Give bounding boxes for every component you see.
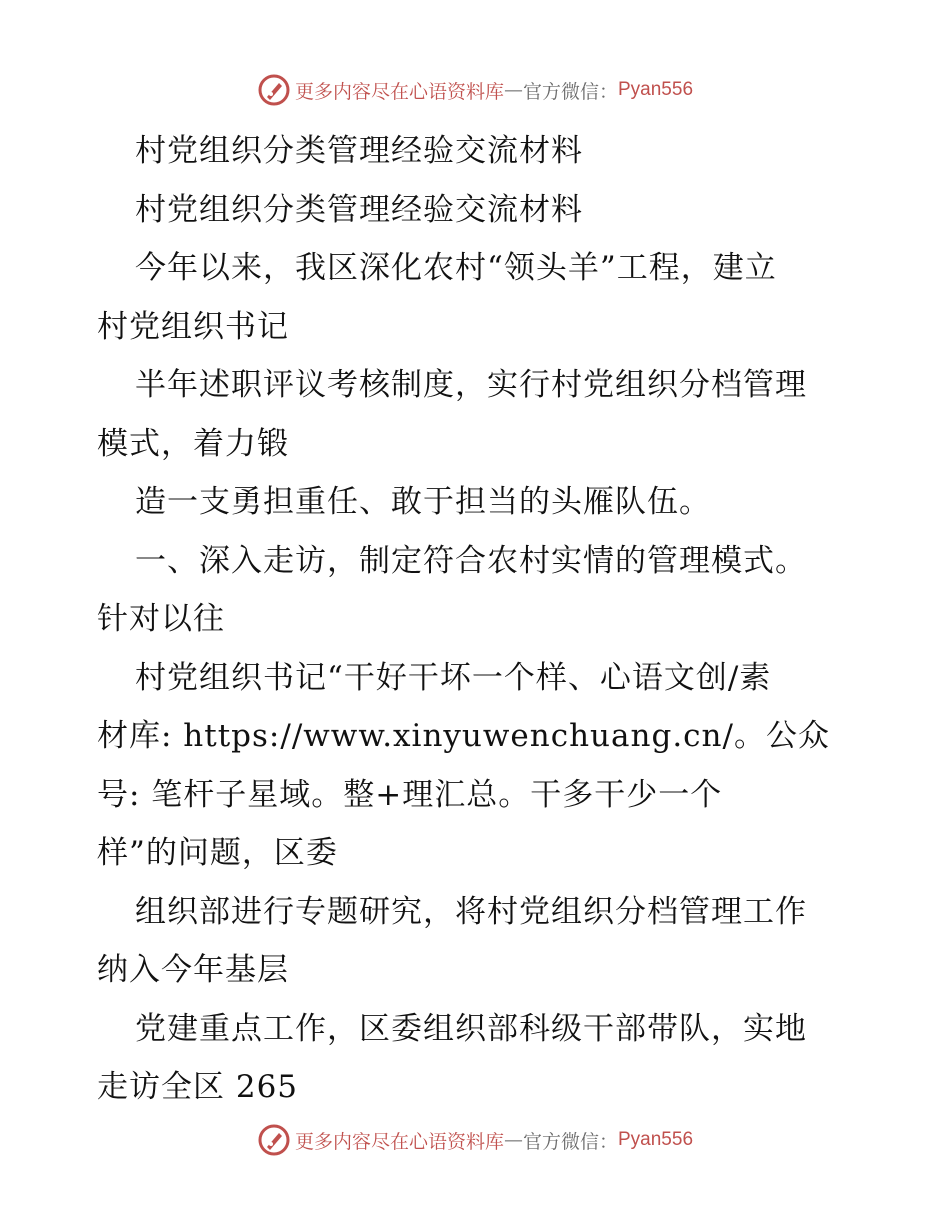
banner-text: 更多内容尽在心语资料库 — [294, 80, 504, 103]
pen-nib-logo-icon — [257, 73, 291, 107]
pen-nib-logo-icon — [257, 1123, 291, 1157]
banner-text: 更多内容尽在心语资料库 — [294, 1130, 504, 1153]
text-line: 纳入今年基层 — [97, 952, 289, 988]
banner-wechat-id: Pyan556 — [618, 1129, 694, 1150]
banner-separator: — — [503, 1129, 523, 1151]
document-body — [97, 122, 857, 1117]
text-line: 号: 笔杆子星域。整+理汇总。干多干少一个 — [97, 776, 723, 813]
text-line: 半年述职评议考核制度，实行村党组织分档管理 — [135, 367, 807, 403]
banner-wechat-id: Pyan556 — [618, 79, 694, 100]
text-line: 今年以来，我区深化农村“领头羊”工程，建立 — [135, 250, 777, 286]
text-line: 村党组织书记 — [97, 308, 289, 345]
banner-wechat-label: 官方微信： — [522, 80, 618, 103]
text-line: 走访全区 265 — [97, 1069, 299, 1105]
text-line: 材库: https://www.xinyuwenchuang.cn/。公众 — [97, 718, 830, 754]
banner-wechat-label: 官方微信： — [522, 1130, 618, 1153]
footer-banner — [0, 1120, 950, 1160]
text-line: 一、深入走访，制定符合农村实情的管理模式。 — [135, 542, 807, 579]
text-line: 党建重点工作，区委组织部科级干部带队，实地 — [135, 1010, 807, 1047]
text-line: 样”的问题，区委 — [97, 835, 338, 871]
banner-separator: — — [503, 79, 523, 101]
text-line: 村党组织分类管理经验交流材料 — [135, 191, 583, 228]
text-line: 针对以往 — [97, 601, 225, 637]
text-line: 造一支勇担重任、敢于担当的头雁队伍。 — [135, 484, 711, 520]
text-line: 模式，着力锻 — [97, 425, 289, 462]
text-line: 组织部进行专题研究，将村党组织分档管理工作 — [135, 893, 807, 930]
header-banner — [0, 70, 950, 110]
text-line: 村党组织书记“干好干坏一个样、心语文创/素 — [135, 659, 772, 696]
text-line: 村党组织分类管理经验交流材料 — [135, 133, 583, 169]
